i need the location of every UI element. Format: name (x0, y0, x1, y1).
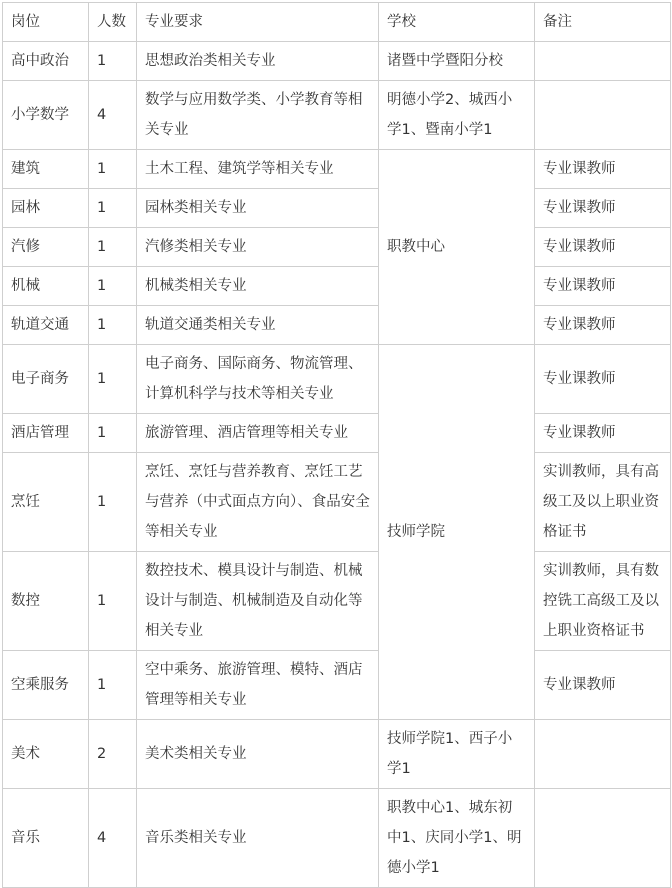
cell-remark (535, 789, 671, 888)
cell-position: 高中政治 (3, 42, 89, 81)
table-row (3, 453, 671, 552)
cell-school-merged-vocational: 职教中心 (379, 150, 535, 345)
cell-count: 1 (89, 345, 137, 414)
cell-major: 汽修类相关专业 (137, 228, 379, 267)
cell-major: 旅游管理、酒店管理等相关专业 (137, 414, 379, 453)
cell-major: 园林类相关专业 (137, 189, 379, 228)
cell-major: 烹饪、烹饪与营养教育、烹饪工艺与营养（中式面点方向）、食品安全等相关专业 (137, 453, 379, 552)
cell-remark: 专业课教师 (535, 228, 671, 267)
cell-position: 酒店管理 (3, 414, 89, 453)
cell-count: 2 (89, 720, 137, 789)
cell-major: 电子商务、国际商务、物流管理、计算机科学与技术等相关专业 (137, 345, 379, 414)
cell-remark: 专业课教师 (535, 345, 671, 414)
cell-count: 1 (89, 651, 137, 720)
table-row (3, 81, 671, 150)
table-row (3, 552, 671, 651)
header-position: 岗位 (3, 3, 89, 42)
cell-school: 明德小学2、城西小学1、暨南小学1 (379, 81, 535, 150)
cell-position: 机械 (3, 267, 89, 306)
table-row (3, 228, 671, 267)
table-row (3, 150, 671, 189)
cell-school-merged-technician: 技师学院 (379, 345, 535, 720)
cell-school: 技师学院1、西子小学1 (379, 720, 535, 789)
table-row (3, 42, 671, 81)
cell-major: 机械类相关专业 (137, 267, 379, 306)
table-header-row (3, 3, 671, 42)
cell-remark: 专业课教师 (535, 306, 671, 345)
cell-count: 1 (89, 306, 137, 345)
cell-remark: 专业课教师 (535, 150, 671, 189)
table-row (3, 414, 671, 453)
cell-major: 空中乘务、旅游管理、模特、酒店管理等相关专业 (137, 651, 379, 720)
table-row (3, 720, 671, 789)
cell-count: 4 (89, 81, 137, 150)
cell-position: 空乘服务 (3, 651, 89, 720)
table-row (3, 789, 671, 888)
table-row (3, 189, 671, 228)
cell-remark: 专业课教师 (535, 651, 671, 720)
cell-major: 数控技术、模具设计与制造、机械设计与制造、机械制造及自动化等相关专业 (137, 552, 379, 651)
cell-major: 轨道交通类相关专业 (137, 306, 379, 345)
cell-position: 轨道交通 (3, 306, 89, 345)
cell-count: 1 (89, 42, 137, 81)
cell-position: 音乐 (3, 789, 89, 888)
cell-count: 1 (89, 228, 137, 267)
cell-position: 小学数学 (3, 81, 89, 150)
recruitment-table (2, 2, 671, 888)
cell-remark: 实训教师，具有数控铣工高级工及以上职业资格证书 (535, 552, 671, 651)
cell-remark: 专业课教师 (535, 267, 671, 306)
table-row (3, 345, 671, 414)
cell-count: 1 (89, 150, 137, 189)
cell-school: 职教中心1、城东初中1、庆同小学1、明德小学1 (379, 789, 535, 888)
cell-position: 汽修 (3, 228, 89, 267)
cell-count: 1 (89, 453, 137, 552)
table-row (3, 306, 671, 345)
cell-remark: 专业课教师 (535, 189, 671, 228)
cell-position: 美术 (3, 720, 89, 789)
cell-remark (535, 42, 671, 81)
cell-major: 土木工程、建筑学等相关专业 (137, 150, 379, 189)
cell-position: 数控 (3, 552, 89, 651)
table-row (3, 651, 671, 720)
header-major: 专业要求 (137, 3, 379, 42)
cell-position: 园林 (3, 189, 89, 228)
cell-remark (535, 81, 671, 150)
cell-count: 4 (89, 789, 137, 888)
cell-position: 烹饪 (3, 453, 89, 552)
cell-major: 音乐类相关专业 (137, 789, 379, 888)
cell-count: 1 (89, 414, 137, 453)
header-school: 学校 (379, 3, 535, 42)
cell-count: 1 (89, 189, 137, 228)
header-remark: 备注 (535, 3, 671, 42)
cell-count: 1 (89, 267, 137, 306)
table-row (3, 267, 671, 306)
cell-major: 思想政治类相关专业 (137, 42, 379, 81)
cell-remark (535, 720, 671, 789)
cell-position: 电子商务 (3, 345, 89, 414)
cell-school: 诸暨中学暨阳分校 (379, 42, 535, 81)
cell-position: 建筑 (3, 150, 89, 189)
cell-remark: 专业课教师 (535, 414, 671, 453)
cell-major: 数学与应用数学类、小学教育等相关专业 (137, 81, 379, 150)
header-count: 人数 (89, 3, 137, 42)
cell-major: 美术类相关专业 (137, 720, 379, 789)
cell-remark: 实训教师，具有高级工及以上职业资格证书 (535, 453, 671, 552)
cell-count: 1 (89, 552, 137, 651)
